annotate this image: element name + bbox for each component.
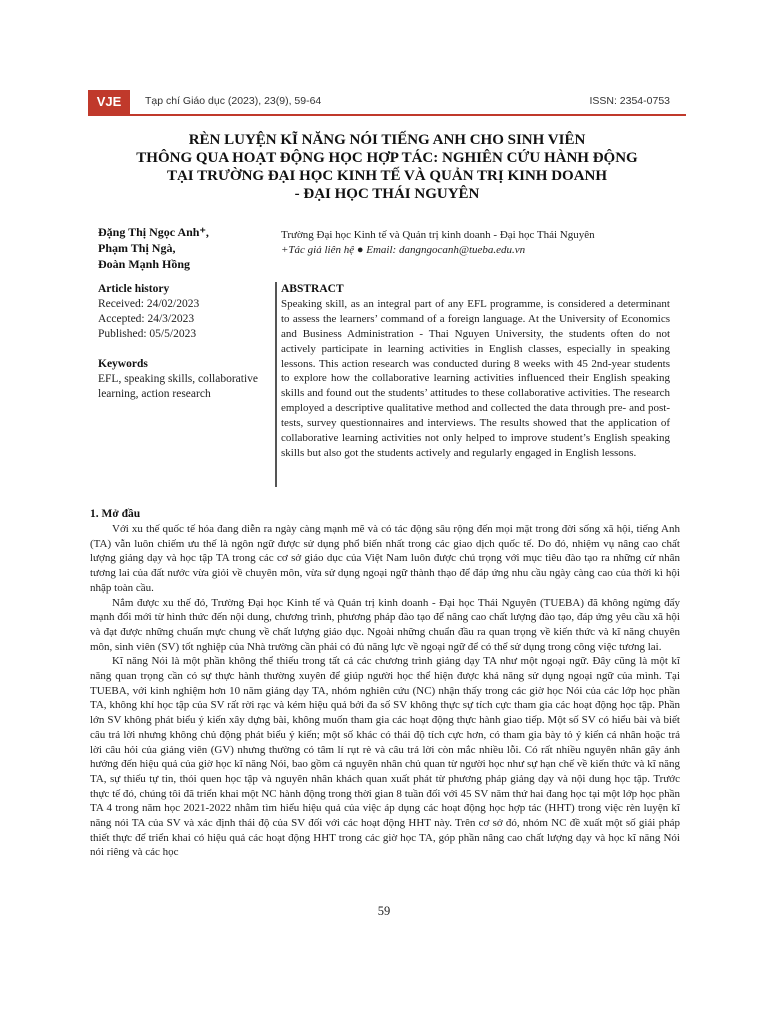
article-history-heading: Article history [98, 283, 170, 295]
journal-header [88, 90, 688, 114]
title-line: TẠI TRƯỜNG ĐẠI HỌC KINH TẾ VÀ QUẢN TRỊ KINH DOANH [166, 168, 608, 184]
abstract-text: Speaking skill, as an integral part of any EFL programme, is considered a determinant to assess the learners’ command of a foreign language. At the University of Economics and Business Administration - Thai Nguyen University, the students often do not actively participate in learning activities in English classes, especially in speaking lessons. This action research was conducted during 8 weeks with 45 2nd-year students to explore how the collaborative learning activities influenced their English speaking skills and found out the students’ attitudes to these collaborative activities. The research employed a descriptive qualitative method and collected the data through pre- and post-tests, survey questionnaires and interviews. The results showed that the application of collaborative learning activities not only helped to improve student’s English speaking skills but also got the students actively and regularly engaged in English lessons. [281, 297, 670, 459]
paragraph: Kĩ năng Nói là một phần không thể thiếu trong tất cả các chương trình giảng dạy TA như một ngoại ngữ. Đây cũng là một kĩ năng quan trọng cần có sự thực hành thường xuyên để giúp người học thể hiện được khả năng sử dụng ngoại ngữ của mình. Tại TUEBA, với kinh nghiệm hơn 10 năm giảng dạy TA, nhóm nghiên cứu (NC) nhận thấy trong các giờ học Nói của các lớp học phần TA, không khí học tập của SV rất rời rạc và kém hiệu quả bởi đa số SV không thực sự tích cực tham gia các hoạt động học tập. Phần lớn SV không phát biểu ý kiến xây dựng bài, không muốn tham gia các hoạt động thực hành giao tiếp. Một số SV có hiểu bài và biết câu trả lời nhưng không chủ động phát biểu ý kiến; một số khác có thái độ tích cực hơn, có tham gia bày tỏ ý kiến cá nhân hoặc trả lời câu hỏi của giảng viên (GV) nhưng thường có tâm lí rụt rè và câu trả lời còn mắc nhiều lỗi. Có rất nhiều nguyên nhân gây ảnh hưởng đến hiệu quả của giờ học kĩ năng Nói, bao gồm cả nguyên nhân chủ quan từ người học như sự hạn chế về kiến thức và kĩ năng TA, sự thiếu tự tin, thói quen học tập và nguyên nhân khách quan xuất phát từ phương pháp giảng dạy và nội dung học tập. Trước thực tế đó, chúng tôi đã triển khai một NC hành động trong thời gian 8 tuần đối với 45 SV năm thứ hai đang học tại một lớp học phần TA 4 trong năm học 2021-2022 nhằm tìm hiểu hiệu quả của việc áp dụng các hoạt động học hợp tác (HHT) trong việc rèn luyện kĩ năng nói TA của SV và xác định thái độ của SV đối với các hoạt động HHT này. Trên cơ sở đó, nhóm NC đề xuất một số giải pháp thiết thực để triển khai có hiệu quả các hoạt động HHT trong các giờ học TA, góp phần nâng cao chất lượng dạy và học kĩ năng Nói nói riêng và các học [90, 655, 680, 859]
abstract-bar [275, 282, 277, 487]
affiliation-block [281, 228, 595, 258]
accepted-date: Accepted: 24/3/2023 [98, 313, 195, 325]
header-rule [88, 114, 686, 116]
affiliation: Trường Đại học Kinh tế và Quản trị kinh doanh - Đại học Thái Nguyên [281, 229, 595, 241]
received-date: Received: 24/02/2023 [98, 298, 200, 310]
author-list [98, 224, 209, 272]
keywords-heading: Keywords [98, 358, 148, 370]
title-line: THÔNG QUA HOẠT ĐỘNG HỌC HỢP TÁC: NGHIÊN CỨU HÀNH ĐỘNG [136, 150, 638, 166]
paper-title [88, 131, 686, 203]
page-number: 59 [377, 904, 391, 918]
article-meta [98, 282, 268, 402]
journal-citation: Tạp chí Giáo dục (2023), 23(9), 59-64 [145, 95, 322, 107]
title-line: - ĐẠI HỌC THÁI NGUYÊN [294, 186, 480, 202]
abstract [281, 282, 670, 461]
author: Phạm Thị Ngà, [98, 241, 176, 255]
contact-email: +Tác giả liên hệ ● Email: dangngocanh@tueba.edu.vn [281, 244, 526, 256]
journal-logo: VJE [88, 90, 130, 114]
section-heading: 1. Mở đầu [90, 508, 141, 520]
author: Đoàn Mạnh Hồng [98, 257, 191, 271]
keywords-text: EFL, speaking skills, collaborative learning, action research [98, 373, 259, 400]
title-line: RÈN LUYỆN KĨ NĂNG NÓI TIẾNG ANH CHO SINH VIÊN [188, 132, 586, 148]
author: Đặng Thị Ngọc Anh⁺, [98, 225, 209, 239]
body-text [90, 522, 680, 860]
abstract-heading: ABSTRACT [281, 283, 344, 295]
issn: ISSN: 2354-0753 [589, 95, 670, 107]
published-date: Published: 05/5/2023 [98, 328, 197, 340]
paragraph: Nắm được xu thế đó, Trường Đại học Kinh tế và Quản trị kinh doanh - Đại học Thái Nguyên (TUEBA) đã không ngừng đẩy mạnh đổi mới từ hình thức đến nội dung, chương trình, phương pháp đào tạo để nâng cao chất lượng đào tạo, đáp ứng yêu cầu xã hội và đạt được những chuẩn mực chung về chất lượng giáo dục. Ngoài những chuẩn đầu ra quan trọng về kiến thức và kĩ năng chuyên môn, sinh viên (SV) tốt nghiệp của Nhà trường cần phải có đủ năng lực về ngoại ngữ để có thể sử dụng trong công việc tương lai. [90, 596, 680, 653]
paragraph: Với xu thế quốc tế hóa đang diễn ra ngày càng mạnh mẽ và có tác động sâu rộng đến mọi mặt trong đời sống xã hội, tiếng Anh (TA) vẫn luôn chiếm ưu thế là ngôn ngữ được sử dụng phổ biến nhất trong các giao dịch quốc tế. Do đó, nhiệm vụ nâng cao chất lượng giảng dạy và học tập TA trong các cơ sở giáo dục của Việt Nam luôn được chú trọng với mục tiêu đào tạo ra những cử nhân tương lai của đất nước vừa giỏi về chuyên môn, vừa sử dụng ngoại ngữ thành thạo để đáp ứng nhu cầu ngày càng cao của thời kì hội nhập toàn cầu. [90, 523, 680, 594]
